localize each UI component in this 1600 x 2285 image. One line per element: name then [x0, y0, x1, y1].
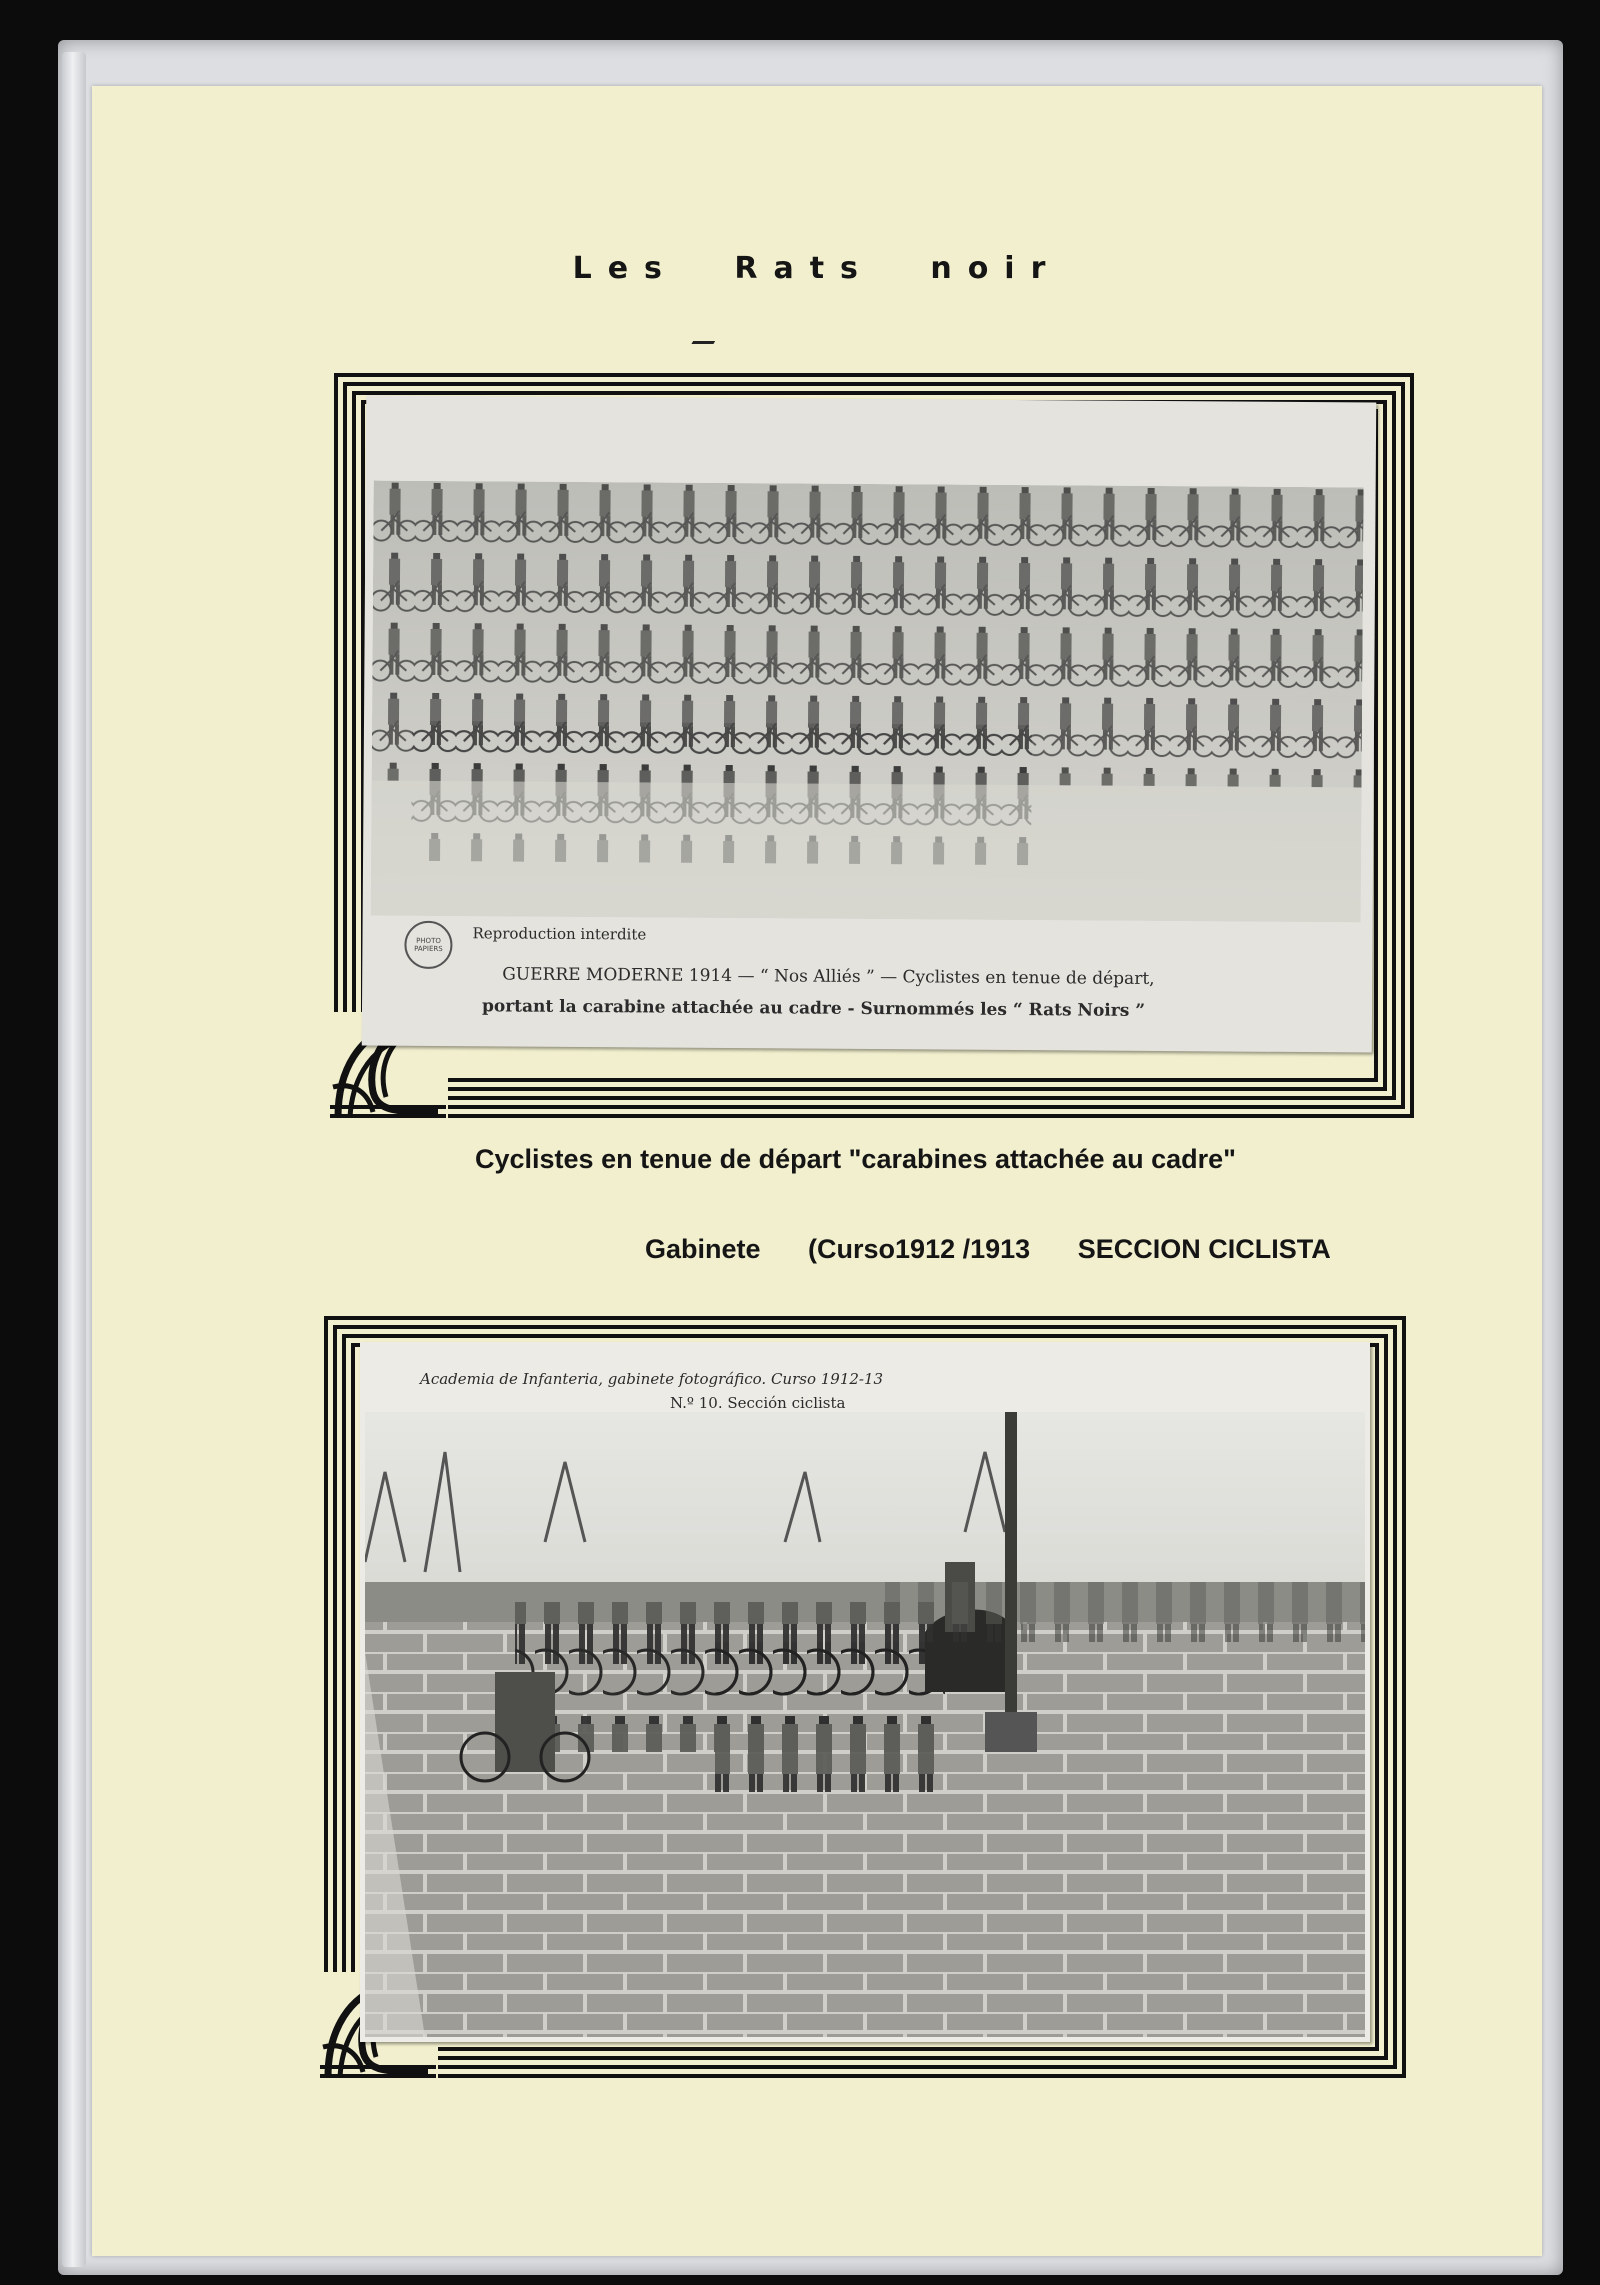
caption-curso: (Curso1912 /1913 — [808, 1234, 1031, 1264]
postcard-photo-cyclist-section — [365, 1412, 1365, 2037]
caption-gabinete — [645, 1234, 1331, 1265]
postcard-caption-line-2: portant la carabine attachée au cadre - Surnommés les “ Rats Noirs ” — [481, 996, 1146, 1021]
caption-gabinete-label: Gabinete — [645, 1234, 761, 1264]
postcard-frame-top — [334, 373, 1414, 1118]
publisher-stamp — [404, 921, 452, 969]
postcard-header-number: N.º 10. Sección ciclista — [670, 1394, 846, 1412]
title-ornament-icon — [687, 341, 715, 352]
publisher-stamp-text: PHOTO PAPIERS — [414, 936, 443, 954]
caption-seccion-ciclista: SECCION CICLISTA — [1077, 1234, 1331, 1264]
postcard-photo-cyclist-formation — [371, 481, 1364, 923]
postcard-header-academia: Academia de Infanteria, gabinete fotográfico. Curso 1912-13 — [420, 1370, 884, 1388]
page-title: Les Rats noir — [572, 251, 1062, 286]
postcard-seccion-ciclista — [360, 1342, 1370, 2042]
caption-cyclists: Cyclistes en tenue de départ "carabines attachée au cadre" — [475, 1144, 1236, 1174]
postcard-caption-line-1: GUERRE MODERNE 1914 — “ Nos Alliés ” — Cyclistes en tenue de départ, — [502, 964, 1155, 989]
postcard-frame-bottom — [324, 1316, 1406, 2078]
sleeve-binding-edge — [62, 52, 86, 2267]
album-page — [92, 86, 1542, 2256]
postcard-imprint: Reproduction interdite — [472, 924, 647, 944]
postcard-cyclists-1914 — [362, 395, 1377, 1052]
